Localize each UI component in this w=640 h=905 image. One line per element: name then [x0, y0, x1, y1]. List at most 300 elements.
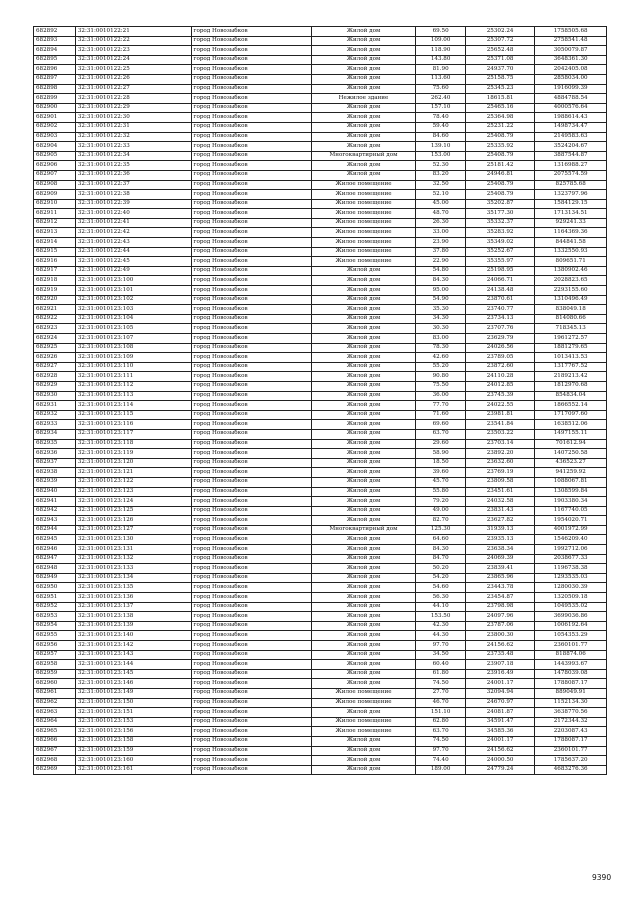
- object-type-cell: Жилой дом: [311, 27, 416, 37]
- cadastral-number-cell: 32:31:0010123:135: [75, 583, 191, 593]
- row-number-cell: 682937: [34, 458, 76, 468]
- table-row: [34, 612, 607, 622]
- unit-value-cell: 24026.56: [465, 343, 534, 353]
- object-type-cell: Жилой дом: [311, 122, 416, 132]
- cadastral-number-cell: 32:31:0010122:36: [75, 170, 191, 180]
- area-cell: 45.70: [416, 477, 466, 487]
- area-cell: 49.00: [416, 506, 466, 516]
- location-cell: город Новозыбков: [191, 429, 311, 439]
- location-cell: город Новозыбков: [191, 74, 311, 84]
- cadastral-number-cell: 32:31:0010123:150: [75, 698, 191, 708]
- table-row: [34, 698, 607, 708]
- row-number-cell: 682903: [34, 132, 76, 142]
- location-cell: город Новозыбков: [191, 84, 311, 94]
- table-row: [34, 238, 607, 248]
- area-cell: 34.30: [416, 314, 466, 324]
- area-cell: 109.00: [416, 36, 466, 46]
- row-number-cell: 682938: [34, 468, 76, 478]
- table-row: [34, 439, 607, 449]
- cadastral-number-cell: 32:31:0010123:158: [75, 736, 191, 746]
- area-cell: 189.00: [416, 765, 466, 775]
- area-cell: 44.10: [416, 602, 466, 612]
- table-row: [34, 142, 607, 152]
- cadastral-number-cell: 32:31:0010122:31: [75, 122, 191, 132]
- unit-value-cell: 25408.79: [465, 190, 534, 200]
- table-row: [34, 266, 607, 276]
- unit-value-cell: 23981.81: [465, 410, 534, 420]
- object-type-cell: Жилой дом: [311, 132, 416, 142]
- row-number-cell: 682968: [34, 756, 76, 766]
- area-cell: 151.10: [416, 708, 466, 718]
- object-type-cell: Жилой дом: [311, 305, 416, 315]
- row-number-cell: 682920: [34, 295, 76, 305]
- cadastral-number-cell: 32:31:0010123:121: [75, 468, 191, 478]
- cadastral-value-cell: 1788087.17: [535, 679, 607, 689]
- object-type-cell: Жилой дом: [311, 449, 416, 459]
- location-cell: город Новозыбков: [191, 314, 311, 324]
- cadastral-number-cell: 32:31:0010123:109: [75, 353, 191, 363]
- object-type-cell: Жилой дом: [311, 353, 416, 363]
- table-row: [34, 161, 607, 171]
- table-row: [34, 717, 607, 727]
- cadastral-number-cell: 32:31:0010123:125: [75, 506, 191, 516]
- table-row: [34, 381, 607, 391]
- cadastral-value-cell: 1323797.96: [535, 190, 607, 200]
- row-number-cell: 682929: [34, 381, 76, 391]
- cadastral-value-cell: 2360101.77: [535, 641, 607, 651]
- row-number-cell: 682897: [34, 74, 76, 84]
- location-cell: город Новозыбков: [191, 228, 311, 238]
- table-row: [34, 343, 607, 353]
- row-number-cell: 682919: [34, 286, 76, 296]
- table-row: [34, 132, 607, 142]
- object-type-cell: Жилой дом: [311, 631, 416, 641]
- table-row: [34, 468, 607, 478]
- unit-value-cell: 25408.79: [465, 180, 534, 190]
- area-cell: 77.70: [416, 401, 466, 411]
- cadastral-number-cell: 32:31:0010123:114: [75, 401, 191, 411]
- object-type-cell: Жилой дом: [311, 324, 416, 334]
- location-cell: город Новозыбков: [191, 583, 311, 593]
- row-number-cell: 682916: [34, 257, 76, 267]
- area-cell: 39.60: [416, 468, 466, 478]
- cadastral-value-cell: 1006192.64: [535, 621, 607, 631]
- object-type-cell: Жилой дом: [311, 641, 416, 651]
- cadastral-value-cell: 1054353.29: [535, 631, 607, 641]
- location-cell: город Новозыбков: [191, 36, 311, 46]
- row-number-cell: 682964: [34, 717, 76, 727]
- location-cell: город Новозыбков: [191, 679, 311, 689]
- unit-value-cell: 25231.22: [465, 122, 534, 132]
- unit-value-cell: 35202.87: [465, 199, 534, 209]
- location-cell: город Новозыбков: [191, 151, 311, 161]
- cadastral-value-cell: 1785637.20: [535, 756, 607, 766]
- location-cell: город Новозыбков: [191, 324, 311, 334]
- unit-value-cell: 24069.39: [465, 554, 534, 564]
- location-cell: город Новозыбков: [191, 94, 311, 104]
- row-number-cell: 682909: [34, 190, 76, 200]
- cadastral-value-cell: 1310496.49: [535, 295, 607, 305]
- unit-value-cell: 34585.36: [465, 727, 534, 737]
- cadastral-value-cell: 436523.27: [535, 458, 607, 468]
- location-cell: город Новозыбков: [191, 535, 311, 545]
- cadastral-number-cell: 32:31:0010123:143: [75, 650, 191, 660]
- row-number-cell: 682948: [34, 564, 76, 574]
- cadastral-number-cell: 32:31:0010122:40: [75, 209, 191, 219]
- cadastral-value-cell: 2172344.32: [535, 717, 607, 727]
- row-number-cell: 682942: [34, 506, 76, 516]
- area-cell: 33.00: [416, 228, 466, 238]
- object-type-cell: Жилой дом: [311, 535, 416, 545]
- area-cell: 125.30: [416, 525, 466, 535]
- unit-value-cell: 23627.82: [465, 516, 534, 526]
- location-cell: город Новозыбков: [191, 46, 311, 56]
- location-cell: город Новозыбков: [191, 554, 311, 564]
- row-number-cell: 682934: [34, 429, 76, 439]
- unit-value-cell: 25408.79: [465, 151, 534, 161]
- row-number-cell: 682894: [34, 46, 76, 56]
- location-cell: город Новозыбков: [191, 631, 311, 641]
- unit-value-cell: 23443.78: [465, 583, 534, 593]
- cadastral-value-cell: 1152134.30: [535, 698, 607, 708]
- table-row: [34, 765, 607, 775]
- object-type-cell: Жилой дом: [311, 286, 416, 296]
- location-cell: город Новозыбков: [191, 449, 311, 459]
- cadastral-number-cell: 32:31:0010122:23: [75, 46, 191, 56]
- table-row: [34, 736, 607, 746]
- area-cell: 44.30: [416, 631, 466, 641]
- unit-value-cell: 25307.72: [465, 36, 534, 46]
- unit-value-cell: 35332.37: [465, 218, 534, 228]
- object-type-cell: Многоквартирный дом: [311, 151, 416, 161]
- cadastral-number-cell: 32:31:0010123:116: [75, 420, 191, 430]
- cadastral-number-cell: 32:31:0010123:120: [75, 458, 191, 468]
- area-cell: 45.00: [416, 199, 466, 209]
- row-number-cell: 682947: [34, 554, 76, 564]
- cadastral-value-cell: 1584129.15: [535, 199, 607, 209]
- location-cell: город Новозыбков: [191, 593, 311, 603]
- location-cell: город Новозыбков: [191, 209, 311, 219]
- cadastral-number-cell: 32:31:0010122:41: [75, 218, 191, 228]
- cadastral-number-cell: 32:31:0010122:30: [75, 113, 191, 123]
- area-cell: 84.70: [416, 554, 466, 564]
- cadastral-number-cell: 32:31:0010122:43: [75, 238, 191, 248]
- location-cell: город Новозыбков: [191, 669, 311, 679]
- object-type-cell: Жилой дом: [311, 381, 416, 391]
- unit-value-cell: 35177.30: [465, 209, 534, 219]
- area-cell: 81.90: [416, 65, 466, 75]
- cadastral-value-cell: 1992712.06: [535, 545, 607, 555]
- cadastral-number-cell: 32:31:0010122:39: [75, 199, 191, 209]
- cadastral-value-cell: 2293155.60: [535, 286, 607, 296]
- area-cell: 95.00: [416, 286, 466, 296]
- unit-value-cell: 25408.79: [465, 132, 534, 142]
- unit-value-cell: 23831.43: [465, 506, 534, 516]
- cadastral-value-cell: 1788087.17: [535, 736, 607, 746]
- area-cell: 143.80: [416, 55, 466, 65]
- cadastral-value-cell: 1308599.84: [535, 487, 607, 497]
- row-number-cell: 682898: [34, 84, 76, 94]
- table-row: [34, 420, 607, 430]
- table-row: [34, 228, 607, 238]
- object-type-cell: Жилое помещение: [311, 727, 416, 737]
- row-number-cell: 682904: [34, 142, 76, 152]
- cadastral-number-cell: 32:31:0010123:126: [75, 516, 191, 526]
- table-row: [34, 305, 607, 315]
- row-number-cell: 682928: [34, 372, 76, 382]
- cadastral-value-cell: 1717097.60: [535, 410, 607, 420]
- location-cell: город Новозыбков: [191, 727, 311, 737]
- object-type-cell: Жилой дом: [311, 621, 416, 631]
- area-cell: 42.60: [416, 353, 466, 363]
- object-type-cell: Жилой дом: [311, 343, 416, 353]
- cadastral-number-cell: 32:31:0010123:136: [75, 593, 191, 603]
- object-type-cell: Жилое помещение: [311, 218, 416, 228]
- object-type-cell: Жилой дом: [311, 372, 416, 382]
- area-cell: 83.20: [416, 170, 466, 180]
- object-type-cell: Жилой дом: [311, 36, 416, 46]
- area-cell: 78.40: [416, 113, 466, 123]
- row-number-cell: 682935: [34, 439, 76, 449]
- object-type-cell: Жилое помещение: [311, 688, 416, 698]
- table-row: [34, 94, 607, 104]
- location-cell: город Новозыбков: [191, 468, 311, 478]
- object-type-cell: Жилой дом: [311, 708, 416, 718]
- location-cell: город Новозыбков: [191, 487, 311, 497]
- unit-value-cell: 24032.58: [465, 497, 534, 507]
- area-cell: 34.50: [416, 650, 466, 660]
- area-cell: 63.70: [416, 727, 466, 737]
- object-type-cell: Жилой дом: [311, 593, 416, 603]
- unit-value-cell: 25465.16: [465, 103, 534, 113]
- row-number-cell: 682943: [34, 516, 76, 526]
- location-cell: город Новозыбков: [191, 55, 311, 65]
- location-cell: город Новозыбков: [191, 218, 311, 228]
- cadastral-number-cell: 32:31:0010123:140: [75, 631, 191, 641]
- row-number-cell: 682955: [34, 631, 76, 641]
- cadastral-number-cell: 32:31:0010123:117: [75, 429, 191, 439]
- location-cell: город Новозыбков: [191, 477, 311, 487]
- table-row: [34, 199, 607, 209]
- area-cell: 54.90: [416, 295, 466, 305]
- row-number-cell: 682954: [34, 621, 76, 631]
- object-type-cell: Жилой дом: [311, 410, 416, 420]
- row-number-cell: 682900: [34, 103, 76, 113]
- row-number-cell: 682893: [34, 36, 76, 46]
- unit-value-cell: 24081.87: [465, 708, 534, 718]
- location-cell: город Новозыбков: [191, 238, 311, 248]
- unit-value-cell: 23629.79: [465, 334, 534, 344]
- area-cell: 37.80: [416, 247, 466, 257]
- object-type-cell: Жилой дом: [311, 554, 416, 564]
- table-row: [34, 564, 607, 574]
- row-number-cell: 682911: [34, 209, 76, 219]
- cadastral-number-cell: 32:31:0010123:105: [75, 324, 191, 334]
- location-cell: город Новозыбков: [191, 161, 311, 171]
- object-type-cell: Жилое помещение: [311, 190, 416, 200]
- row-number-cell: 682895: [34, 55, 76, 65]
- area-cell: 36.00: [416, 391, 466, 401]
- cadastral-value-cell: 1916099.39: [535, 84, 607, 94]
- location-cell: город Новозыбков: [191, 497, 311, 507]
- cadastral-number-cell: 32:31:0010122:45: [75, 257, 191, 267]
- table-row: [34, 190, 607, 200]
- cadastral-value-cell: 4683276.36: [535, 765, 607, 775]
- unit-value-cell: 23451.61: [465, 487, 534, 497]
- row-number-cell: 682913: [34, 228, 76, 238]
- row-number-cell: 682899: [34, 94, 76, 104]
- area-cell: 22.90: [416, 257, 466, 267]
- table-row: [34, 362, 607, 372]
- row-number-cell: 682930: [34, 391, 76, 401]
- object-type-cell: Жилой дом: [311, 602, 416, 612]
- object-type-cell: Жилой дом: [311, 660, 416, 670]
- table-row: [34, 650, 607, 660]
- unit-value-cell: 24110.28: [465, 372, 534, 382]
- cadastral-number-cell: 32:31:0010123:153: [75, 717, 191, 727]
- object-type-cell: Жилой дом: [311, 612, 416, 622]
- object-type-cell: Жилой дом: [311, 439, 416, 449]
- cadastral-number-cell: 32:31:0010122:42: [75, 228, 191, 238]
- cadastral-number-cell: 32:31:0010122:32: [75, 132, 191, 142]
- cadastral-number-cell: 32:31:0010123:130: [75, 535, 191, 545]
- cadastral-number-cell: 32:31:0010123:104: [75, 314, 191, 324]
- unit-value-cell: 25364.98: [465, 113, 534, 123]
- unit-value-cell: 24001.17: [465, 736, 534, 746]
- object-type-cell: Нежилое здание: [311, 94, 416, 104]
- cadastral-value-cell: 854834.04: [535, 391, 607, 401]
- table-row: [34, 660, 607, 670]
- cadastral-number-cell: 32:31:0010123:112: [75, 381, 191, 391]
- row-number-cell: 682915: [34, 247, 76, 257]
- area-cell: 79.20: [416, 497, 466, 507]
- cadastral-value-cell: 1013413.53: [535, 353, 607, 363]
- area-cell: 139.10: [416, 142, 466, 152]
- unit-value-cell: 24156.62: [465, 641, 534, 651]
- area-cell: 54.60: [416, 583, 466, 593]
- object-type-cell: Жилое помещение: [311, 228, 416, 238]
- cadastral-value-cell: 825785.68: [535, 180, 607, 190]
- cadastral-value-cell: 2360101.77: [535, 746, 607, 756]
- table-row: [34, 180, 607, 190]
- unit-value-cell: 35349.02: [465, 238, 534, 248]
- location-cell: город Новозыбков: [191, 381, 311, 391]
- row-number-cell: 682901: [34, 113, 76, 123]
- object-type-cell: Жилой дом: [311, 564, 416, 574]
- object-type-cell: Жилое помещение: [311, 199, 416, 209]
- cadastral-number-cell: 32:31:0010122:34: [75, 151, 191, 161]
- location-cell: город Новозыбков: [191, 295, 311, 305]
- unit-value-cell: 24012.85: [465, 381, 534, 391]
- location-cell: город Новозыбков: [191, 602, 311, 612]
- row-number-cell: 682922: [34, 314, 76, 324]
- area-cell: 97.70: [416, 746, 466, 756]
- unit-value-cell: 25158.75: [465, 74, 534, 84]
- location-cell: город Новозыбков: [191, 717, 311, 727]
- cadastral-value-cell: 2042405.08: [535, 65, 607, 75]
- cadastral-number-cell: 32:31:0010123:131: [75, 545, 191, 555]
- row-number-cell: 682933: [34, 420, 76, 430]
- row-number-cell: 682969: [34, 765, 76, 775]
- unit-value-cell: 23503.22: [465, 429, 534, 439]
- table-row: [34, 314, 607, 324]
- row-number-cell: 682945: [34, 535, 76, 545]
- location-cell: город Новозыбков: [191, 65, 311, 75]
- location-cell: город Новозыбков: [191, 142, 311, 152]
- location-cell: город Новозыбков: [191, 573, 311, 583]
- location-cell: город Новозыбков: [191, 708, 311, 718]
- cadastral-number-cell: 32:31:0010122:37: [75, 180, 191, 190]
- area-cell: 18.50: [416, 458, 466, 468]
- object-type-cell: Жилой дом: [311, 334, 416, 344]
- location-cell: город Новозыбков: [191, 688, 311, 698]
- table-row: [34, 84, 607, 94]
- area-cell: 74.50: [416, 679, 466, 689]
- area-cell: 64.60: [416, 535, 466, 545]
- table-row: [34, 746, 607, 756]
- table-row: [34, 36, 607, 46]
- cadastral-value-cell: 1812970.68: [535, 381, 607, 391]
- cadastral-value-cell: 1758505.68: [535, 27, 607, 37]
- object-type-cell: Жилой дом: [311, 679, 416, 689]
- cadastral-number-cell: 32:31:0010122:28: [75, 94, 191, 104]
- unit-value-cell: 24001.17: [465, 679, 534, 689]
- area-cell: 61.80: [416, 669, 466, 679]
- unit-value-cell: 24779.24: [465, 765, 534, 775]
- cadastral-number-cell: 32:31:0010123:133: [75, 564, 191, 574]
- row-number-cell: 682962: [34, 698, 76, 708]
- table-row: [34, 631, 607, 641]
- area-cell: 50.20: [416, 564, 466, 574]
- object-type-cell: Жилой дом: [311, 74, 416, 84]
- area-cell: 153.50: [416, 612, 466, 622]
- area-cell: 30.30: [416, 324, 466, 334]
- object-type-cell: Жилой дом: [311, 545, 416, 555]
- object-type-cell: Жилое помещение: [311, 180, 416, 190]
- object-type-cell: Жилое помещение: [311, 717, 416, 727]
- cadastral-value-cell: 1316988.27: [535, 161, 607, 171]
- row-number-cell: 682936: [34, 449, 76, 459]
- unit-value-cell: 25345.23: [465, 84, 534, 94]
- table-row: [34, 525, 607, 535]
- cadastral-value-cell: 838049.18: [535, 305, 607, 315]
- cadastral-value-cell: 1088067.81: [535, 477, 607, 487]
- unit-value-cell: 18615.81: [465, 94, 534, 104]
- cadastral-value-cell: 3638770.56: [535, 708, 607, 718]
- area-cell: 26.30: [416, 218, 466, 228]
- object-type-cell: Жилой дом: [311, 746, 416, 756]
- table-row: [34, 593, 607, 603]
- cadastral-value-cell: 1164369.36: [535, 228, 607, 238]
- area-cell: 55.20: [416, 362, 466, 372]
- object-type-cell: Жилое помещение: [311, 257, 416, 267]
- table-row: [34, 516, 607, 526]
- table-row: [34, 55, 607, 65]
- cadastral-number-cell: 32:31:0010123:100: [75, 276, 191, 286]
- row-number-cell: 682952: [34, 602, 76, 612]
- area-cell: 74.40: [416, 756, 466, 766]
- cadastral-value-cell: 809651.71: [535, 257, 607, 267]
- object-type-cell: Жилой дом: [311, 736, 416, 746]
- area-cell: 71.60: [416, 410, 466, 420]
- unit-value-cell: 23734.13: [465, 314, 534, 324]
- unit-value-cell: 23798.98: [465, 602, 534, 612]
- area-cell: 84.60: [416, 132, 466, 142]
- object-type-cell: Жилое помещение: [311, 238, 416, 248]
- row-number-cell: 682926: [34, 353, 76, 363]
- row-number-cell: 682958: [34, 660, 76, 670]
- unit-value-cell: 23789.05: [465, 353, 534, 363]
